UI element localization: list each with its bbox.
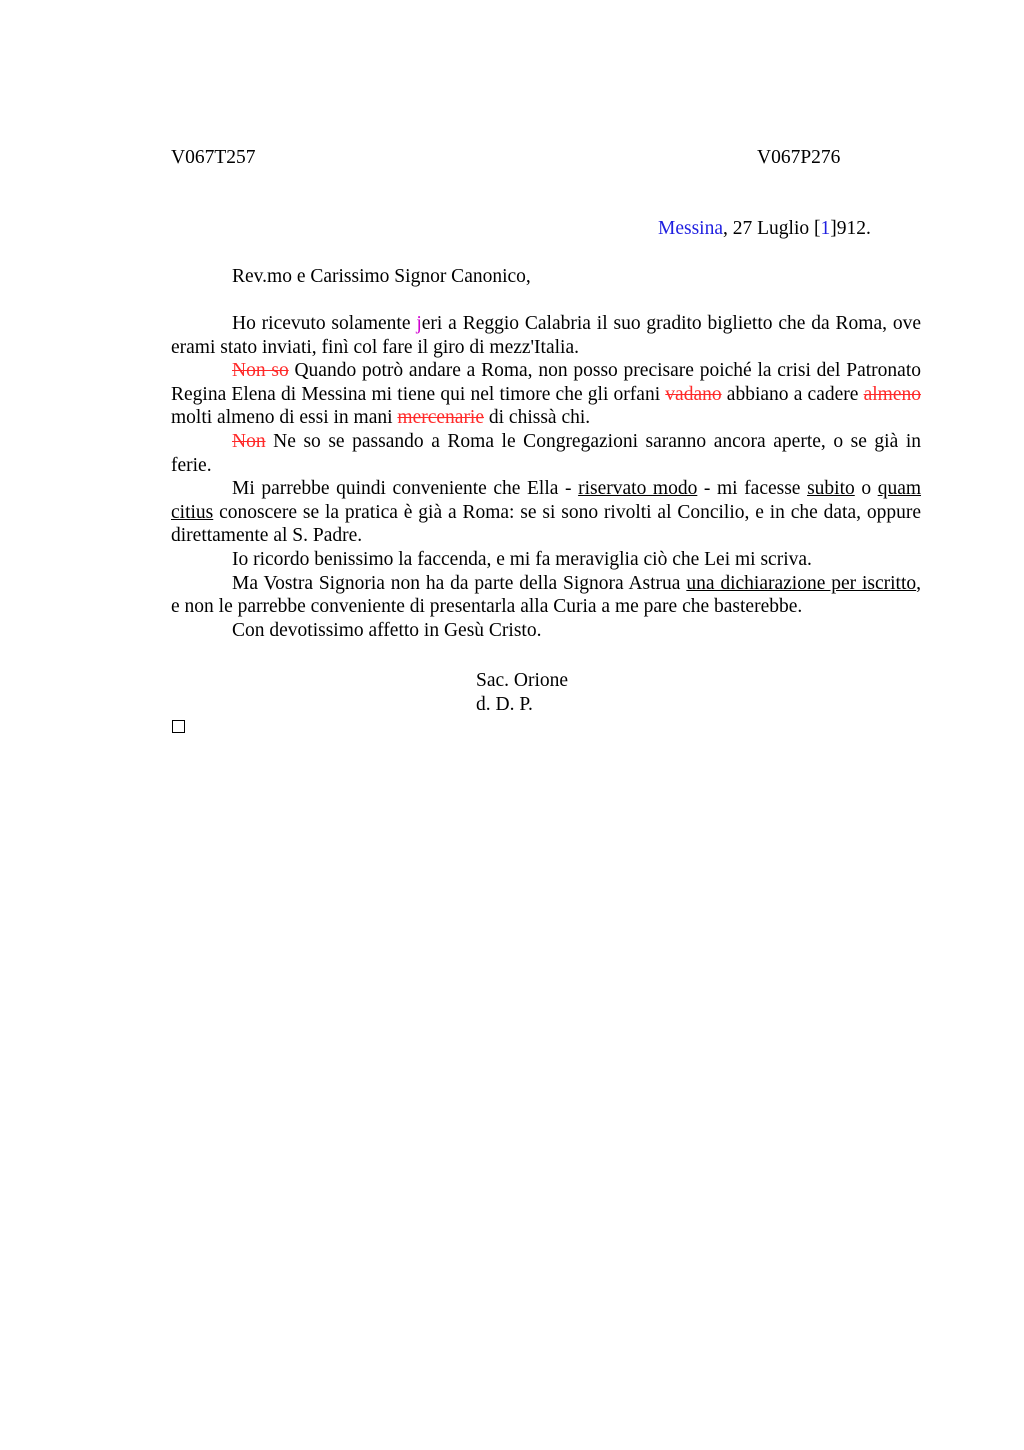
paragraph-2-text-b: abbiano a cadere — [721, 383, 864, 405]
dateline — [658, 217, 871, 241]
paragraph-2 — [171, 359, 921, 430]
deleted-text: Non — [232, 430, 266, 452]
paragraph-6 — [171, 572, 921, 619]
paragraph-1-text-a: Ho ricevuto solamente — [232, 313, 417, 334]
paragraph-4 — [171, 477, 921, 548]
paragraph-4-text-a: Mi parrebbe quindi conveniente che Ella - — [232, 478, 579, 500]
dateline-bracket-digit: 1 — [820, 218, 831, 239]
paragraph-3-text-a: Ne so se passando a Roma le Congregazioni saranno ancora aperte, o se già in ferie. — [171, 430, 921, 476]
paragraph-5: Io ricordo benissimo la faccenda, e mi fa meraviglia ciò che Lei mi scriva. — [232, 548, 812, 570]
paragraph-2-text-d: di chissà chi. — [484, 407, 591, 429]
paragraph-1-text-b: eri a Reggio Calabria il suo gradito biglietto che da Roma, ove erami stato inviati, finì col fare il giro di mezz'Italia. — [171, 313, 921, 358]
dateline-year: ]912. — [830, 218, 871, 239]
signature-block — [476, 669, 568, 716]
underlined-text: quam citius — [171, 478, 922, 523]
paragraph-1 — [171, 312, 921, 359]
paragraph-2-text-a: Quando potrò andare a Roma, non posso precisare poiché la crisi del Patronato Regina Elena di Messina mi tiene qui nel timore che gli orfani — [171, 360, 921, 405]
paragraph-6-text-a: Ma Vostra Signoria non ha da parte della Signora Astrua — [232, 572, 687, 594]
signature-initials: d. D. P. — [476, 693, 533, 715]
deleted-text: almeno — [863, 383, 921, 405]
deleted-text: vadano — [665, 383, 722, 405]
paragraph-4-text-b: - mi facesse — [697, 478, 808, 500]
paragraph-1-inserted-letter: j — [416, 313, 422, 334]
checkbox-square-icon — [172, 720, 185, 733]
paragraph-3 — [171, 430, 921, 477]
paragraph-2-text-c: molti almeno di essi in mani — [171, 407, 398, 429]
salutation: Rev.mo e Carissimo Signor Canonico, — [232, 266, 531, 287]
underlined-text: riservato modo — [578, 478, 698, 500]
paragraph-4-text-d: conoscere se la pratica è già a Roma: se si sono rivolti al Concilio, e in che data, oppure direttamente al S. Padre. — [171, 501, 921, 547]
dateline-place: Messina — [658, 218, 723, 239]
signature-name: Sac. Orione — [476, 670, 569, 691]
paragraph-4-text-c: o — [854, 478, 878, 500]
deleted-text: Non so — [232, 360, 289, 382]
underlined-text: subito — [807, 478, 855, 500]
deleted-text: mercenarie — [397, 407, 485, 429]
reference-code-left: V067T257 — [171, 147, 256, 168]
underlined-text: una dichiarazione per iscritto — [686, 572, 917, 594]
reference-code-right: V067P276 — [757, 147, 841, 168]
letter-body — [171, 312, 921, 642]
paragraph-6-text-b: , e non le parrebbe conveniente di presentarla alla Curia a me pare che basterebbe. — [171, 572, 922, 618]
dateline-date: , 27 Luglio [ — [723, 218, 821, 239]
paragraph-7: Con devotissimo affetto in Gesù Cristo. — [232, 619, 542, 641]
